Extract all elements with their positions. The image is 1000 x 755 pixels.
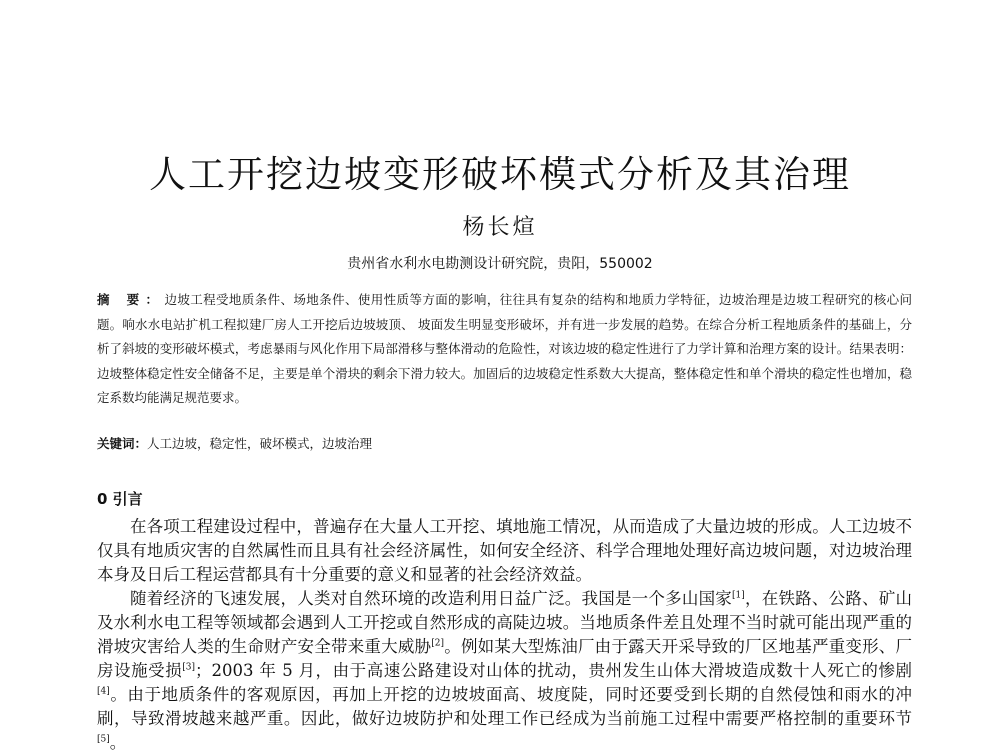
paragraph-2-part-1: 随着经济的飞速发展，人类对自然环境的改造利用日益广泛。我国是一个多山国家: [130, 589, 733, 608]
paragraph-1: 在各项工程建设过程中，普遍存在大量人工开挖、填地施工情况，从而造成了大量边坡的形成。人工边坡不仅具有地质灾害的自然属性而且具有社会经济属性，如何安全经济、科学合理地处理好高边坡问题，对边坡治理本身及日后工程运营都具有十分重要的意义和显著的社会经济效益。: [97, 517, 912, 584]
section-heading: 0 引言: [97, 490, 143, 508]
body-text: [97, 515, 912, 755]
paragraph-2-part-6: 。: [109, 733, 127, 752]
citation-4: [4]: [97, 686, 110, 697]
citation-1: [1]: [732, 590, 745, 601]
citation-3: [3]: [182, 662, 196, 673]
author-name: 杨长煊: [462, 215, 538, 240]
keywords-label: 关键词：: [97, 436, 148, 451]
abstract-label: 摘 要：: [97, 292, 165, 307]
paper-title: 人工开挖边坡变形破坏模式分析及其治理: [149, 153, 851, 196]
abstract-text: 边坡工程受地质条件、场地条件、使用性质等方面的影响，往往具有复杂的结构和地质力学特征，边坡治理是边坡工程研究的核心问题。响水水电站扩机工程拟建厂房人工开挖后边坡坡顶、 坡面发生明显变形破坏，并有进一步发展的趋势。在综合分析工程地质条件的基础上，分析了斜坡的变形破坏模式，考虑暴雨与风化作用下局部滑移与整体滑动的危险性，对该边坡的稳定性进行了力学计算和治理方案的设计。结果表明：边坡整体稳定性安全储备不足，主要是单个滑块的剩余下滑力较大。加固后的边坡稳定性系数大大提高，整体稳定性和单个滑块的稳定性也增加，稳定系数均能满足规范要求。: [97, 292, 912, 405]
paragraph-2: [97, 587, 912, 755]
citation-5: [5]: [97, 734, 110, 745]
keywords: [97, 433, 912, 455]
paragraph-2-part-3: 。例如某大型炼油厂由于露天开采导致的厂区地基严重变形、厂房设施受损: [97, 637, 913, 680]
paragraph-2-part-2: ，在铁路、公路、矿山及水利水电工程等领域都会遇到人工开挖或自然形成的高陡边坡。当地质条件差且处理不当时就可能出现严重的滑坡灾害给人类的生命财产安全带来重大威胁: [97, 589, 913, 656]
paragraph-2-part-4: ；2003 年 5 月，由于高速公路建设对山体的扰动，贵州发生山体大滑坡造成数十人死亡的惨剧: [195, 661, 913, 680]
paragraph-2-part-5: 。由于地质条件的客观原因，再加上开挖的边坡坡面高、坡度陡，同时还要受到长期的自然侵蚀和雨水的冲刷，导致滑坡越来越严重。因此，做好边坡防护和处理工作已经成为当前施工过程中需要严格控制的重要环节: [97, 685, 912, 728]
keywords-text: 人工边坡，稳定性，破坏模式，边坡治理: [147, 436, 373, 451]
abstract: [97, 288, 912, 411]
affiliation: 贵州省水利水电勘测设计研究院，贵阳，550002: [347, 256, 653, 272]
citation-2: [2]: [431, 638, 445, 649]
